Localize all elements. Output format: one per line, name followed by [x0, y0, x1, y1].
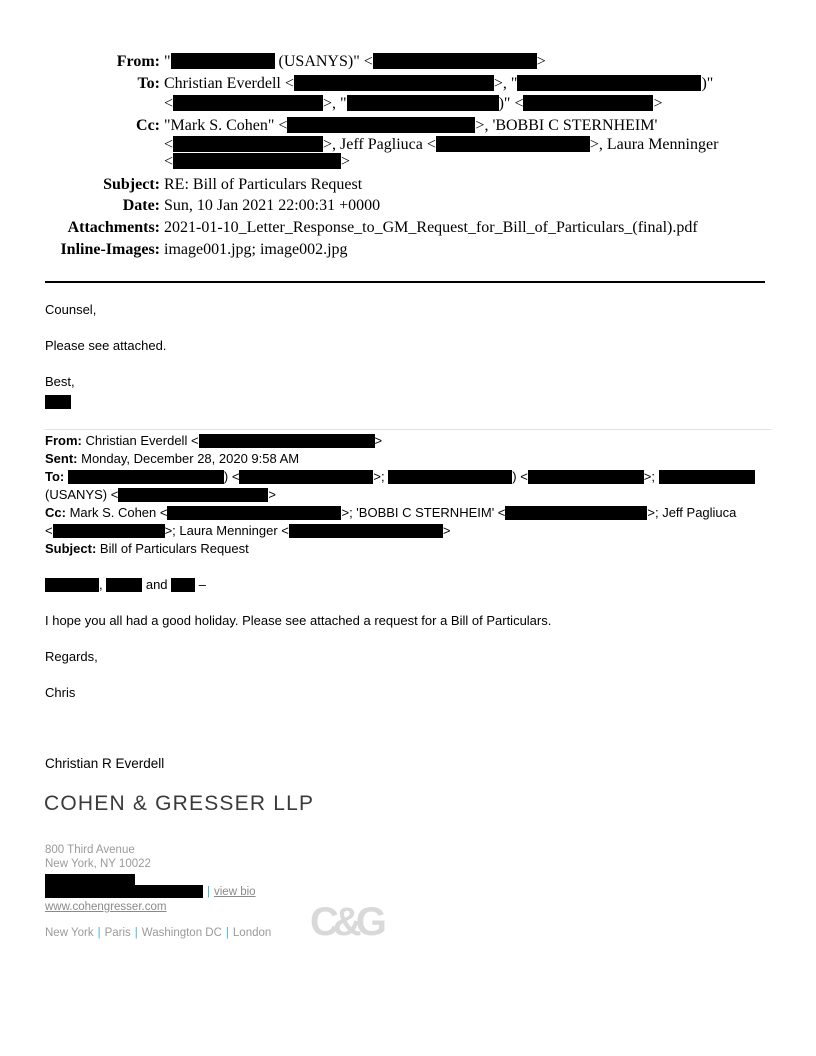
inline-images-value: image001.jpg; image002.jpg [164, 241, 348, 258]
redaction [505, 506, 647, 520]
to-text: >, " [493, 75, 518, 92]
view-bio-link[interactable]: view bio [214, 886, 256, 898]
signature-name: Christian R Everdell [45, 756, 165, 771]
email-line [45, 885, 256, 899]
orig-to-text: >; [643, 469, 659, 484]
orig-to-text: ) < [512, 469, 528, 484]
orig-subject-label: Subject: [45, 541, 97, 556]
orig-sent-label: Sent: [45, 451, 78, 466]
orig-cc-text: >; 'BOBBI C STERNHEIM' < [341, 505, 506, 520]
reply-signer [45, 394, 71, 410]
separator: | [225, 927, 229, 939]
redaction [171, 578, 195, 592]
header-from-row [0, 52, 816, 72]
address-line-1: 800 Third Avenue [45, 844, 135, 856]
separator: | [97, 927, 101, 939]
redaction [199, 434, 375, 448]
redaction [118, 488, 268, 502]
cc-value [164, 116, 657, 136]
reply-greeting: Counsel, [45, 302, 97, 317]
orig-to-row [45, 469, 755, 485]
orig-cc-text: >; Laura Menninger < [164, 523, 289, 538]
redaction [528, 470, 644, 484]
header-cc-row [0, 116, 816, 136]
redaction [45, 395, 71, 409]
cc-text: >, Laura Menninger [589, 136, 719, 153]
redaction [347, 95, 499, 111]
orig-sent-value: Monday, December 28, 2020 9:58 AM [77, 451, 300, 466]
orig-body: I hope you all had a good holiday. Please see attached a request for a Bill of Particulars. [45, 613, 552, 628]
redaction [173, 95, 323, 111]
redaction [239, 470, 373, 484]
orig-subject-value: Bill of Particulars Request [96, 541, 249, 556]
redaction [68, 470, 224, 484]
from-end: > [536, 53, 546, 70]
to-label: To: [137, 75, 160, 92]
redaction [294, 75, 494, 91]
separator: | [207, 886, 210, 898]
orig-to-text: (USANYS) < [45, 487, 119, 502]
orig-salutation [45, 577, 206, 593]
from-quote: " [164, 53, 171, 70]
from-mid: (USANYS)" < [274, 53, 373, 70]
header-attachments-row [0, 218, 816, 238]
attachments-value[interactable]: 2021-01-10_Letter_Response_to_GM_Request_for_Bill_of_Particulars_(final).pdf [164, 219, 698, 236]
to-text: > [653, 95, 663, 112]
orig-from-text: > [374, 433, 383, 448]
redaction [53, 524, 165, 538]
orig-subject-row [45, 541, 249, 557]
subject-value: RE: Bill of Particulars Request [164, 176, 363, 193]
offices-line [45, 926, 271, 940]
cc-text: >, Jeff Pagliuca < [323, 136, 436, 153]
header-inline-images-row [0, 240, 816, 260]
header-divider [45, 281, 765, 283]
orig-to-text: ) < [223, 469, 240, 484]
attachments-label: Attachments: [67, 219, 160, 236]
to-text: )" [701, 75, 714, 92]
redaction [373, 53, 537, 69]
to-text: )" < [498, 95, 524, 112]
orig-cc-text: < [45, 523, 53, 538]
orig-to-text: >; [373, 469, 389, 484]
firm-logo: COHEN & GRESSER LLP [44, 792, 315, 815]
orig-cc-label: Cc: [45, 505, 66, 520]
orig-from-row [45, 433, 382, 449]
salutation-text: , [99, 577, 107, 592]
header-to-row [0, 74, 816, 94]
redaction [106, 578, 142, 592]
inline-images-label: Inline-Images: [60, 241, 160, 258]
from-label: From: [116, 53, 160, 70]
orig-cc-text: >; Jeff Pagliuca [647, 505, 737, 520]
orig-cc-row [45, 505, 736, 521]
office-paris: Paris [104, 927, 131, 939]
redaction [287, 117, 475, 133]
reply-line: Please see attached. [45, 338, 167, 353]
separator: | [134, 927, 138, 939]
date-value: Sun, 10 Jan 2021 22:00:31 +0000 [164, 197, 381, 214]
header-to-row-2 [0, 94, 816, 114]
orig-cc-text: > [442, 523, 451, 538]
redaction [388, 470, 512, 484]
cc-label: Cc: [136, 117, 160, 134]
cc-text: > [341, 153, 351, 170]
reply-closing: Best, [45, 374, 75, 389]
orig-signoff: Chris [45, 685, 76, 700]
orig-cc-row-2 [45, 523, 451, 539]
cc-text: "Mark S. Cohen" < [164, 117, 288, 134]
redaction [173, 136, 323, 152]
quote-divider [45, 429, 771, 430]
redaction [659, 470, 755, 484]
redaction [436, 136, 590, 152]
orig-from-text: Christian Everdell < [81, 433, 199, 448]
office-washington: Washington DC [141, 927, 222, 939]
orig-regards: Regards, [45, 649, 98, 664]
redaction [171, 53, 275, 69]
cc-text: >, 'BOBBI C STERNHEIM' [475, 117, 658, 134]
redaction [517, 75, 701, 91]
header-subject-row [0, 175, 816, 195]
orig-cc-text: Mark S. Cohen < [65, 505, 168, 520]
redaction [523, 95, 653, 111]
redaction [167, 506, 341, 520]
cg-emblem-logo: C&G [310, 900, 381, 944]
salutation-text: – [195, 577, 206, 592]
office-new-york: New York [45, 927, 94, 939]
to-value [164, 74, 713, 94]
redaction [173, 153, 341, 169]
website-link[interactable]: www.cohengresser.com [45, 901, 167, 913]
header-date-row [0, 196, 816, 216]
redaction [45, 885, 203, 898]
address-line-2: New York, NY 10022 [45, 858, 151, 870]
to-text: < [164, 95, 174, 112]
header-cc-row-3 [0, 152, 816, 172]
date-label: Date: [122, 197, 160, 214]
salutation-text: and [142, 577, 172, 592]
orig-from-label: From: [45, 433, 82, 448]
orig-to-text: > [268, 487, 276, 502]
subject-label: Subject: [103, 176, 160, 193]
orig-to-label: To: [45, 469, 65, 484]
from-value [164, 52, 546, 72]
orig-sent-row [45, 451, 299, 467]
website-line [45, 900, 166, 914]
to-value-2 [164, 94, 663, 114]
redaction [45, 578, 99, 592]
cc-text: < [164, 153, 174, 170]
office-london: London [232, 927, 272, 939]
to-text: Christian Everdell < [164, 75, 294, 92]
orig-to-row-2 [45, 487, 276, 503]
to-text: >, " [323, 95, 347, 112]
redaction [289, 524, 443, 538]
cc-value-3 [164, 152, 350, 172]
cc-text: < [164, 136, 174, 153]
